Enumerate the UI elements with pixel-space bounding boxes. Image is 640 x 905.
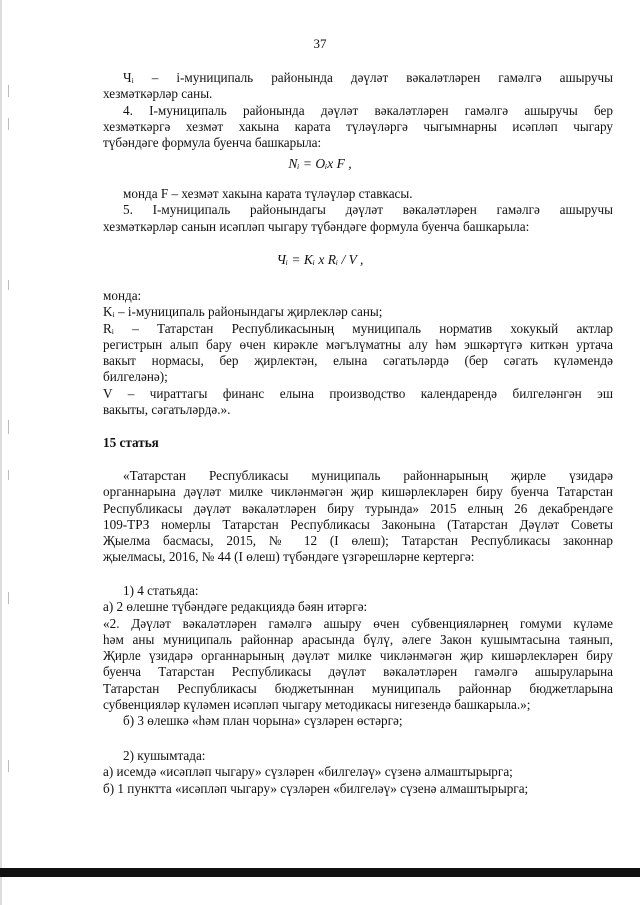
paragraph-block-2 xyxy=(103,186,613,235)
text-line: 4. І-муниципаль районында дәүләт вәкаләтләрен гамәлгә ашыручы бер xyxy=(123,102,613,118)
text-line: субвенцияләр күләмен исәпләп чыгару методикасы нигезендә башкарыла.»; xyxy=(103,697,531,713)
text-line: җыелмасы, 2016, № 44 (I өлеш) түбәндәге үзгәрешләрне кертергә: xyxy=(103,549,475,565)
scan-mark xyxy=(8,470,9,480)
formula-2: Чᵢ = Kᵢ x Rᵢ / V , xyxy=(276,252,364,267)
paragraph-block-4 xyxy=(103,468,613,566)
text-line: Республикасы дәүләт вәкаләтләрен биру турында» 2015 елның 26 декабрендәге xyxy=(103,500,613,516)
scan-mark xyxy=(8,592,9,604)
text-line: хезмәткәрләр саны. xyxy=(103,86,213,102)
text-line: «Татарстан Республикасы муниципаль районнарының җирле үзидарә xyxy=(123,468,613,483)
scan-mark xyxy=(8,118,9,130)
formula-1: Nᵢ = Oᵢx F , xyxy=(288,156,352,171)
text-line: Җыелма басмасы, 2015, № 12 (I өлеш); Татарстан Республикасы законнар xyxy=(103,533,613,549)
text-line: вакыты, сәгатьләрдә.». xyxy=(103,402,231,418)
text-line: органнарына дәүләт милке чикләнмәгән җир кишәрлекләрен биру буенча Татарстан xyxy=(103,484,613,500)
text-line: Татарстан Республикасы бюджетыннан муниципаль районнар бюджетларына xyxy=(103,680,613,696)
text-line: хезмәткәрләр санын исәпләп чыгару түбәндәге формула буенча башкарыла: xyxy=(103,218,530,234)
text-line: вакыт нормасы, бер җирлектән, елына сәгатьләрдә (бер сәгать күләмендә xyxy=(103,353,613,369)
text-line: Чᵢ – і-муниципаль районында дәүләт вәкаләтләрен гамәлгә ашыручы xyxy=(123,70,613,85)
text-line: монда F – хезмәт хакына карата түләүләр ставкасы. xyxy=(123,186,413,201)
text-line: монда: xyxy=(103,288,142,303)
text-line: регистрын алып бару өчен кирәкле мәгълүматны алу һәм эшкәртүгә киткән уртача xyxy=(103,336,613,352)
text-line: а) исемдә «исәпләп чыгару» сүзләрен «билгеләү» сүзенә алмаштырырга; xyxy=(103,764,513,780)
paragraph-block-6 xyxy=(103,748,613,797)
text-line: хезмәткәргә хезмәт хакына карата түләүләргә чыгымнарны исәпләп чыгару xyxy=(103,118,613,134)
text-line: буенча Татарстан Республикасы дәүләт вәкаләтләрен гамәлгә ашыруларына xyxy=(103,664,613,680)
paragraph-block-3 xyxy=(103,288,613,418)
text-line: түбәндәге формула буенча башкарыла: xyxy=(103,135,322,151)
text-line: V – чираттагы финанс елына производство календарендә билгеләнгән эш xyxy=(103,385,613,401)
text-line: б) 1 пунктта «исәпләп чыгару» сүзләрен «билгеләү» сүзенә алмаштырырга; xyxy=(103,780,529,796)
text-line: 109-ТРЗ номерлы Татарстан Республикасы Законына (Татарстан Дәүләт Советы xyxy=(103,516,613,532)
text-line: б) 3 өлешкә «һәм план чорына» сүзләрен өстәргә; xyxy=(123,713,403,729)
article-heading: 15 статья xyxy=(103,435,159,450)
scan-bottom-bar xyxy=(0,868,640,877)
text-line: Rᵢ – Татарстан Республикасының муниципаль норматив хокукый актлар xyxy=(103,320,613,336)
paragraph-block-1 xyxy=(103,70,613,151)
scan-mark xyxy=(8,280,9,290)
text-line: а) 2 өлешне түбәндәге редакциядә бәян итәргә: xyxy=(103,599,368,615)
scan-mark xyxy=(8,760,9,772)
paragraph-block-5 xyxy=(103,583,613,730)
text-line: билгеләнә); xyxy=(103,369,168,385)
page-number: 37 xyxy=(313,36,327,51)
text-line: Җирле үзидарә органнарының дәүләт милке чикләнмәгән җир кишәрлекләрен биру xyxy=(103,648,613,664)
text-line: 2) кушымтада: xyxy=(123,748,206,763)
scan-mark xyxy=(8,85,9,97)
text-line: Kᵢ – і-муниципаль районындагы җирлекләр саны; xyxy=(103,304,383,320)
text-line: һәм аны муниципаль районнар арасында бүлү, әлеге Закон кушымтасына таянып, xyxy=(103,631,613,647)
scan-edge xyxy=(0,0,2,905)
text-line: 5. І-муниципаль районындагы дәүләт вәкаләтләрен гамәлгә ашыручы xyxy=(123,202,613,218)
text-line: 1) 4 статьяда: xyxy=(123,583,199,598)
text-line: «2. Дәүләт вәкаләтләрен гамәлгә ашыру өчен субвенцияләрнең гомуми күләме xyxy=(103,615,613,631)
scan-mark xyxy=(8,420,9,434)
